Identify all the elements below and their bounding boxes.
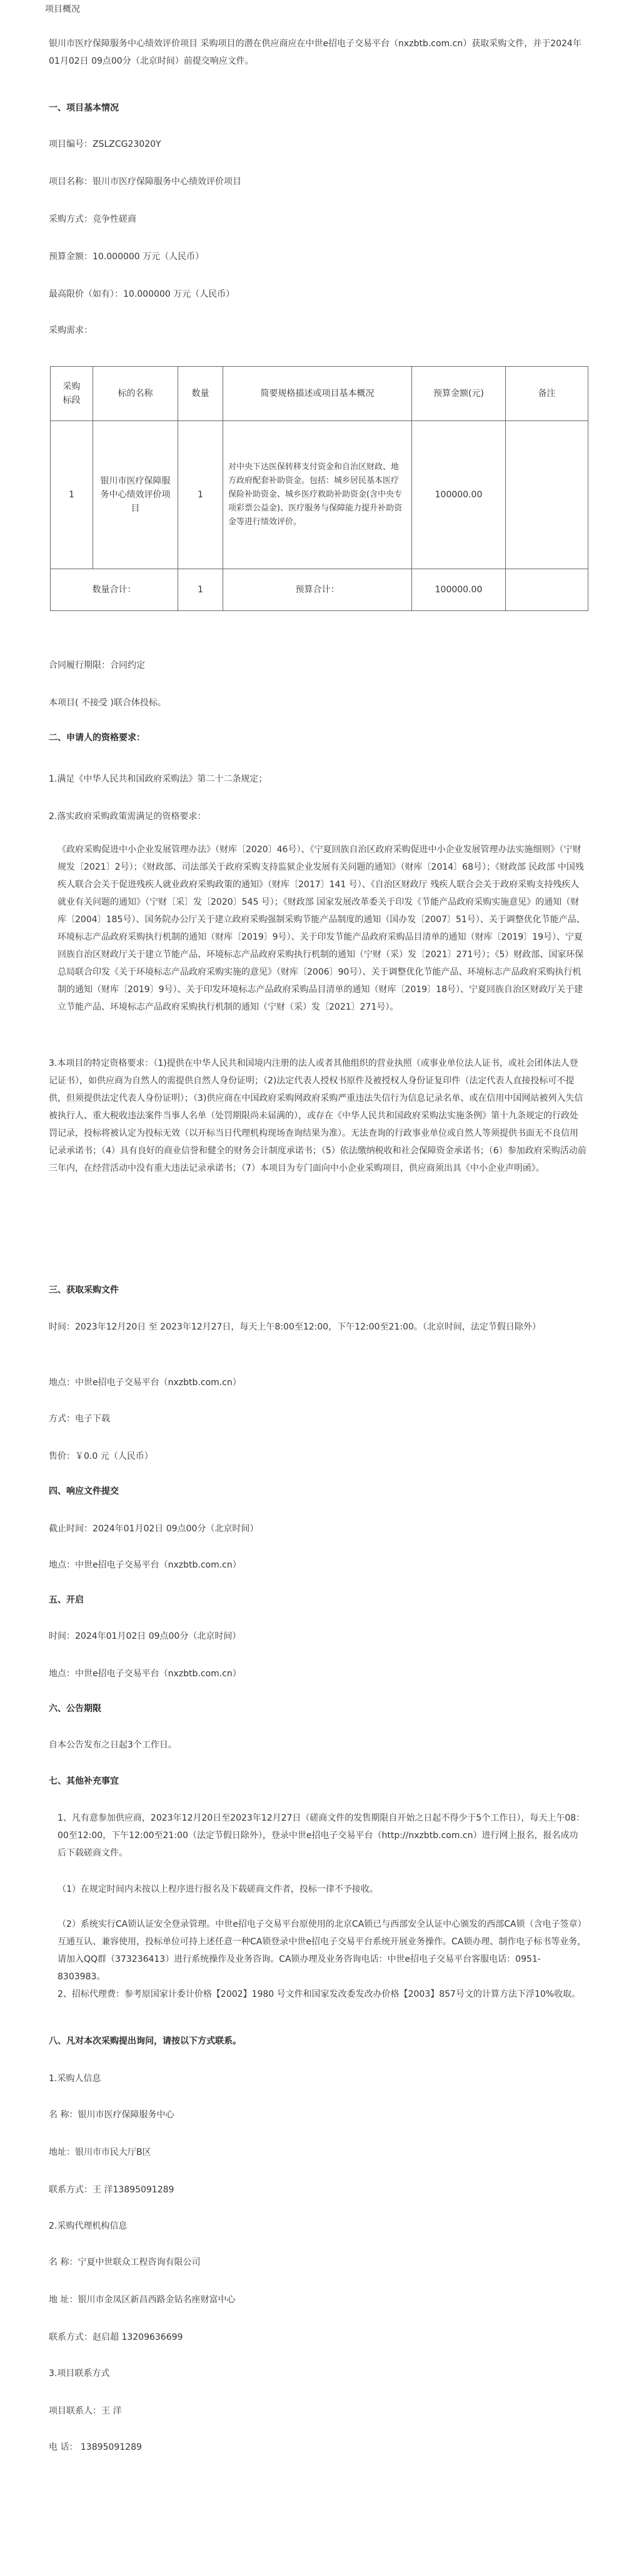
supplement-1: 1、凡有意参加供应商，2023年12月20日至2023年12月27日（磋商文件的发售期限自开始之日起不得少于5个工作日），每天上午08：00至12:00，下午12:00至21:00（法定节假日除外），登录中世e招电子交易平台（http://nxzbtb.com.cn）进行网上报名，报名成功后下载磋商文件。 bbox=[58, 1813, 585, 1858]
budget-total-label: 预算合计： bbox=[223, 569, 412, 611]
budget-total-value: 100000.00 bbox=[412, 569, 506, 611]
opening-place: 地点：中世e招电子交易平台（nxzbtb.com.cn） bbox=[49, 1669, 241, 1679]
header-description: 简要规格描述或项目基本概况 bbox=[223, 367, 412, 421]
header-remarks: 备注 bbox=[506, 367, 588, 421]
cell-lot: 1 bbox=[51, 421, 93, 569]
qualification-3: 3.本项目的特定资格要求：（1)提供在中华人民共和国境内注册的法人或者其他组织的营业执照（或事业单位法人证书，或社会团体法人登记证书），如供应商为自然人的需提供自然人身份证明；（2)法定代表人授权书原件及被授权人身份证复印件（法定代表人直接投标可不提供，但须提供法定代表人身份证明）；（3)供应商在中国政府采购网政府采购严重违法失信行为信息记录名单、或在信用中国网站被列入失信被执行人、重大税收违法案件当事人名单（处罚期限尚未届满的），或存在《中华人民共和国政府采购法实施条例》第十九条规定的行政处罚记录，投标将被认定为投标无效（以开标当日代理机构现场查询结果为准）。无法查询的行政事业单位或自然人等须提供书面无不良信用记录承诺书；（4）具有良好的商业信誉和健全的财务会计制度承诺书；（5）依法缴纳税收和社会保障资金承诺书；（6）参加政府采购活动前三年内，在经营活动中没有重大违法记录承诺书；（7）本项目为专门面向中小企业采购项目，供应商须出具《中小企业声明函》。 bbox=[49, 1058, 586, 1173]
buyer-address: 地址：银川市市民大厅B区 bbox=[49, 2147, 151, 2157]
header-lot: 采购 标段 bbox=[51, 367, 93, 421]
section-3-title: 三、获取采购文件 bbox=[49, 1285, 119, 1295]
quantity-total-value: 1 bbox=[178, 569, 223, 611]
document-price: 售价：￥0.0 元（人民币） bbox=[49, 1451, 153, 1461]
qualification-2: 2.落实政府采购政策需满足的资格要求： bbox=[49, 812, 206, 822]
supplement-2: 2、招标代理费：参考原国家计委计价格【2002】1980 号文件和国家发改委发改办价格【2003】857号文的计算方法下浮10%收取。 bbox=[58, 1989, 581, 1999]
project-name: 项目名称：银川市医疗保障服务中心绩效评价项目 bbox=[49, 177, 241, 187]
cell-item-name: 银川市医疗保障服务中心绩效评价项目 bbox=[93, 421, 178, 569]
section-5-title: 五、开启 bbox=[49, 1595, 84, 1605]
header-budget: 预算金额(元) bbox=[412, 367, 506, 421]
agent-name: 名 称：宁夏中世联众工程咨询有限公司 bbox=[49, 2257, 201, 2267]
table-summary-row bbox=[51, 569, 588, 611]
submission-deadline: 截止时间：2024年01月02日 09点00分（北京时间） bbox=[49, 1524, 259, 1534]
buyer-name: 名 称：银川市医疗保障服务中心 bbox=[49, 2110, 174, 2120]
max-price: 最高限价（如有）：10.000000 万元（人民币） bbox=[49, 289, 235, 299]
header-item-name: 标的名称 bbox=[93, 367, 178, 421]
requirements-label: 采购需求： bbox=[49, 326, 93, 336]
buyer-info-label: 1.采购人信息 bbox=[49, 2074, 101, 2084]
agent-contact: 联系方式：赵启超 13209636699 bbox=[49, 2332, 183, 2342]
acquire-method: 方式：电子下载 bbox=[49, 1414, 110, 1424]
section-1-title: 一、项目基本情况 bbox=[49, 103, 119, 113]
qualification-2-body: 《政府采购促进中小企业发展管理办法》（财库〔2020〕46号）、《宁夏回族自治区政府采购促进中小企业发展管理办法实施细则》（宁财规发〔2021〕2号）；《财政部、司法部关于政府采购支持监狱企业发展有关问题的通知》（财库〔2014〕68号）；《财政部 民政部 中国残疾人联合会关于促进残疾人就业政府采购政策的通知》（财库〔2017〕141 号）、《自治区财政厅 残疾人联合会关于政府采购支持残疾人就业有关问题的通知》（宁财〔采〕发〔2020〕545 号）；《财政部 国家发展改革委关于印发《节能产品政府采购实施意见》的通知（财库〔2004〕185号）、国务院办公厅关于建立政府采购强制采购节能产品制度的通知（国办发〔2007〕51号）、关于调整优化节能产品、环境标志产品政府采购执行机制的通知（财库〔2019〕9号）、关于印发节能产品政府采购品目清单的通知（财库〔2019〕19号）、宁夏回族自治区财政厅关于建立节能产品、环境标志产品政府采购执行机制的通知（宁财（采）发〔2021〕271号）；《5）财政部、国家环保总局联合印发《关于环境标志产品政府采购实施的意见》（财库〔2006〕90号）、关于调整优化节能产品、环境标志产品政府采购执行机制的通知（财库〔2019〕9号）、关于印发环境标志产品政府采购品目清单的通知（财库〔2019〕18号）、宁夏回族自治区财政厅关于建立节能产品、环境标志产品政府采购执行机制的通知（宁财（采）发〔2021〕271号）。 bbox=[58, 845, 585, 1012]
supplement-note-1: （1）在规定时间内未按以上程序进行报名及下载磋商文件者，投标一律不予接收。 bbox=[58, 1884, 378, 1894]
procurement-method: 采购方式：竞争性磋商 bbox=[49, 214, 136, 224]
table-row bbox=[51, 421, 588, 569]
contract-period: 合同履行期限：合同约定 bbox=[49, 660, 145, 670]
section-6-title: 六、公告期限 bbox=[49, 1704, 101, 1714]
acquire-time: 时间：2023年12月20日 至 2023年12月27日，每天上午8:00至12:00，下午12:00至21:00。（北京时间，法定节假日除外） bbox=[49, 1322, 541, 1332]
consortium-note: 本项目( 不接受 )联合体投标。 bbox=[49, 698, 166, 708]
cell-remarks bbox=[506, 421, 588, 569]
summary-empty-cell bbox=[506, 569, 588, 611]
section-8-title: 八、凡对本次采购提出询问，请按以下方式联系。 bbox=[49, 2036, 241, 2046]
section-2-title: 二、申请人的资格要求： bbox=[49, 733, 145, 743]
procurement-table bbox=[50, 366, 588, 611]
agent-address: 地 址：银川市金凤区新昌西路金钻名座财富中心 bbox=[49, 2295, 236, 2305]
cell-quantity: 1 bbox=[178, 421, 223, 569]
header-quantity: 数量 bbox=[178, 367, 223, 421]
announcement-period: 自本公告发布之日起3个工作日。 bbox=[49, 1740, 177, 1750]
project-overview-label: 项目概况 bbox=[45, 4, 80, 14]
supplement-note-2: （2）系统实行CA锁认证安全登录管理。中世e招电子交易平台原使用的北京CA锁已与西部安全认证中心颁发的西部CA锁（含电子签章）互通互认、兼容使用，投标单位可持上述任意一种CA锁登录中世e招电子交易平台系统开展业务操作。CA锁办理、制作电子标书等业务，请加入QQ群（373236413）进行系统操作及业务咨询。CA锁办理及业务咨询电话：中世e招电子交易平台客服电话：0951-8303983。 bbox=[58, 1919, 586, 1982]
project-contact-person: 项目联系人：王 洋 bbox=[49, 2406, 122, 2416]
overview-text: 银川市医疗保障服务中心绩效评价项目 采购项目的潜在供应商应在中世e招电子交易平台（nxzbtb.com.cn）获取采购文件，并于2024年01月02日 09点00分（北京时间）前提交响应文件。 bbox=[49, 39, 581, 66]
section-4-title: 四、响应文件提交 bbox=[49, 1486, 119, 1496]
table-header-row bbox=[51, 367, 588, 421]
submission-place: 地点：中世e招电子交易平台（nxzbtb.com.cn） bbox=[49, 1560, 241, 1570]
agent-info-label: 2.采购代理机构信息 bbox=[49, 2221, 128, 2231]
opening-time: 时间：2024年01月02日 09点00分（北京时间） bbox=[49, 1631, 241, 1641]
cell-budget: 100000.00 bbox=[412, 421, 506, 569]
project-contact-phone: 电 话： 13895091289 bbox=[49, 2442, 142, 2452]
section-7-title: 七、其他补充事宜 bbox=[49, 1776, 119, 1786]
buyer-contact: 联系方式：王 洋13895091289 bbox=[49, 2185, 174, 2195]
budget-amount: 预算金额：10.000000 万元（人民币） bbox=[49, 252, 204, 262]
qualification-1: 1.满足《中华人民共和国政府采购法》第二十二条规定； bbox=[49, 774, 268, 784]
quantity-total-label: 数量合计： bbox=[51, 569, 178, 611]
cell-description: 对中央下达医保转移支付资金和自治区财政、地方政府配套补助资金。包括：城乡居民基本医疗保险补助资金、城乡医疗救助补助资金(含中央专项彩票公益金)、医疗服务与保障能力提升补助资金等进行绩效评价。 bbox=[223, 421, 412, 569]
project-code: 项目编号：ZSLZCG23020Y bbox=[49, 139, 161, 149]
project-contact-label: 3.项目联系方式 bbox=[49, 2369, 110, 2379]
acquire-place: 地点：中世e招电子交易平台（nxzbtb.com.cn） bbox=[49, 1378, 241, 1388]
